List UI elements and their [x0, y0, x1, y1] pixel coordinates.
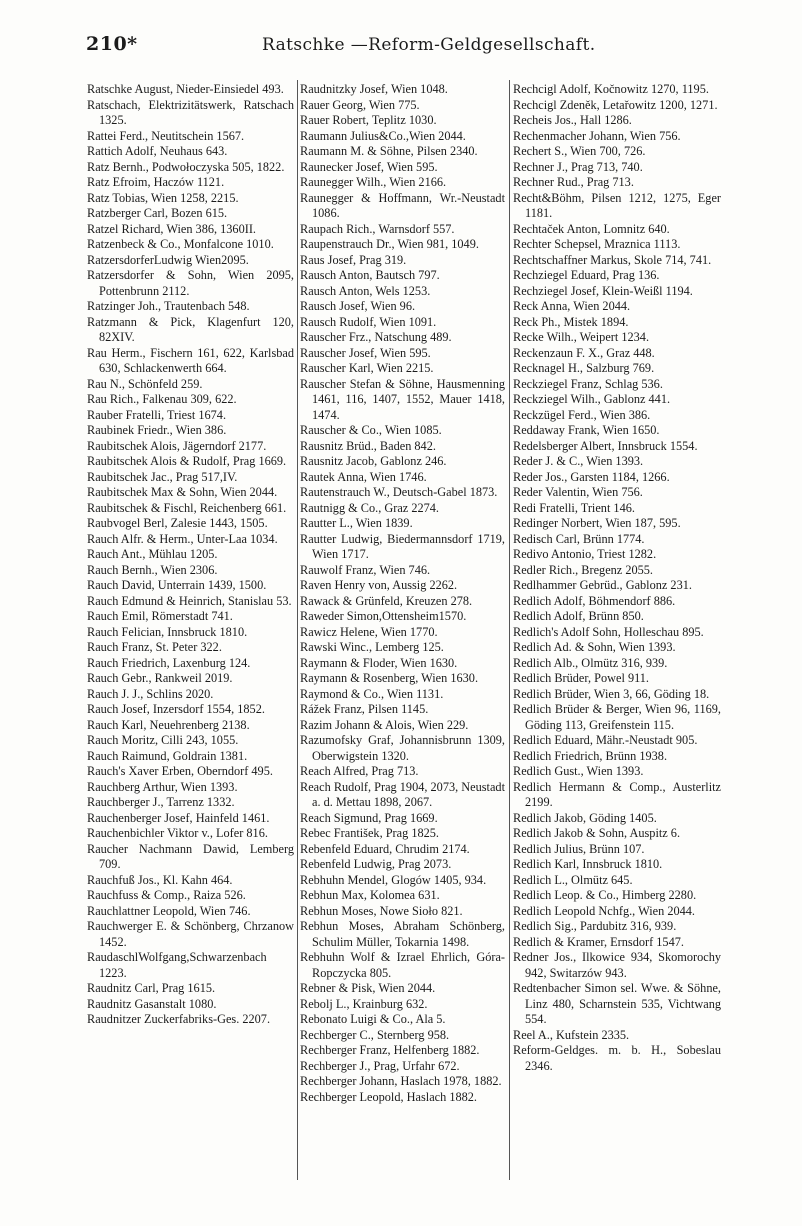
directory-entry: Rauch Raimund, Goldrain 1381.	[87, 748, 248, 763]
directory-entry: Rausch Rudolf, Wien 1091.	[300, 314, 437, 329]
directory-entry: Raudnitz Carl, Prag 1615.	[87, 981, 216, 995]
directory-entry: Rechberger Franz, Helfenberg 1882.	[300, 1043, 480, 1057]
directory-entry: Raubitschek Alois & Rudolf, Prag 1669.	[87, 454, 287, 468]
directory-entry: Redlich Ad. & Sohn, Wien 1393.	[513, 640, 676, 654]
directory-entry: Rauch David, Unterrain 1439, 1500.	[87, 578, 267, 592]
directory-entry: Rechert S., Wien 700, 726.	[513, 144, 646, 158]
directory-entry: Redlich & Kramer, Ernsdorf 1547.	[513, 934, 684, 949]
directory-entry: Ratz Bernh., Podwołoczyska 505, 1822.	[87, 159, 285, 174]
directory-entry: Rauchlattner Leopold, Wien 746.	[87, 903, 251, 918]
directory-entry: Raymann & Floder, Wien 1630.	[300, 655, 458, 670]
directory-entry: Rechcigl Adolf, Kočnowitz 1270, 1195.	[513, 82, 709, 96]
directory-entry: Redlich Gust., Wien 1393.	[513, 764, 644, 778]
directory-entry: Rattich Adolf, Neuhaus 643.	[87, 144, 228, 158]
column-middle	[300, 82, 505, 1105]
directory-entry: Reform-Geldges. m. b. H., Sobeslau 2346.	[513, 1043, 721, 1073]
directory-entry: Rebolj L., Krainburg 632.	[300, 996, 428, 1011]
directory-entry: Rechberger Leopold, Haslach 1882.	[300, 1089, 477, 1104]
page-title: Ratschke —Reform-Geldgesellschaft.	[262, 35, 596, 55]
column-left	[87, 82, 294, 1028]
directory-entry: Raubitschek Alois, Jägerndorf 2177.	[87, 438, 267, 453]
directory-entry: Rebenfeld Eduard, Chrudim 2174.	[300, 841, 470, 856]
directory-entry: Ratz Tobias, Wien 1258, 2215.	[87, 190, 239, 205]
directory-entry: Rechter Schepsel, Mraznica 1113.	[513, 237, 681, 251]
directory-entry: Reel A., Kufstein 2335.	[513, 1027, 630, 1042]
directory-entry: Raudnitzky Josef, Wien 1048.	[300, 82, 448, 96]
directory-entry: Rauchenbichler Viktor v., Lofer 816.	[87, 826, 268, 840]
directory-entry: Rebhun Moses, Nowe Sioło 821.	[300, 903, 463, 918]
directory-entry: Rauch Alfr. & Herm., Unter-Laa 1034.	[87, 531, 278, 546]
directory-entry: Rauch Bernh., Wien 2306.	[87, 562, 218, 577]
directory-entry: Redlich Brüder & Berger, Wien 96, 1169, Göding 113, Greifenstein 115.	[513, 702, 721, 732]
directory-entry: Reddaway Frank, Wien 1650.	[513, 423, 660, 437]
directory-entry: Rebec František, Prag 1825.	[300, 826, 439, 840]
directory-entry: Rausnitz Brüd., Baden 842.	[300, 438, 436, 453]
directory-entry: Rauch Emil, Römerstadt 741.	[87, 609, 233, 623]
directory-entry: Rausnitz Jacob, Gablonz 246.	[300, 454, 447, 468]
directory-entry: Ratzmann & Pick, Klagenfurt 120, 82XIV.	[87, 314, 294, 344]
directory-entry: Raupach Rich., Warnsdorf 557.	[300, 221, 455, 236]
directory-entry: Rautter L., Wien 1839.	[300, 516, 413, 530]
directory-entry: Raumann Julius&Co.,Wien 2044.	[300, 128, 466, 143]
directory-entry: Raunegger & Hoffmann, Wr.-Neustadt 1086.	[300, 190, 505, 220]
directory-entry: Raumann M. & Söhne, Pilsen 2340.	[300, 144, 478, 158]
directory-entry: Rauchenberger Josef, Hainfeld 1461.	[87, 810, 270, 825]
directory-entry: Rebhun Moses, Abraham Schönberg, Schulim Müller, Tokarnia 1498.	[300, 919, 505, 949]
directory-entry: Rauch Gebr., Rankweil 2019.	[87, 671, 233, 685]
directory-entry: Reckziegel Wilh., Gablonz 441.	[513, 392, 671, 406]
column-divider	[297, 80, 298, 1180]
directory-entry: Reder Valentin, Wien 756.	[513, 485, 643, 499]
directory-entry: Redlich Karl, Innsbruck 1810.	[513, 857, 663, 871]
directory-entry: Raubitschek Jac., Prag 517,IV.	[87, 469, 238, 484]
directory-entry: Redlich Friedrich, Brünn 1938.	[513, 748, 668, 763]
directory-entry: Raubitschek & Fischl, Reichenberg 661.	[87, 500, 287, 515]
directory-entry: Rauer Georg, Wien 775.	[300, 97, 420, 112]
directory-entry: Ratzenbeck & Co., Monfalcone 1010.	[87, 237, 274, 251]
directory-entry: Rawski Winc., Lemberg 125.	[300, 640, 444, 654]
directory-entry: Redlich Alb., Olmütz 316, 939.	[513, 655, 668, 670]
directory-entry: Redlich Jakob, Göding 1405.	[513, 810, 657, 825]
directory-entry: Redelsberger Albert, Innsbruck 1554.	[513, 438, 698, 453]
directory-entry: Redlich Brüder, Wien 3, 66, Göding 18.	[513, 686, 710, 701]
directory-entry: Reckenzaun F. X., Graz 448.	[513, 345, 655, 360]
directory-entry: Rechziegel Eduard, Prag 136.	[513, 268, 660, 282]
directory-entry: Rebenfeld Ludwig, Prag 2073.	[300, 857, 452, 871]
directory-entry: Rautter Ludwig, Biedermannsdorf 1719, Wien 1717.	[300, 531, 505, 561]
directory-entry: Rautnigg & Co., Graz 2274.	[300, 500, 440, 515]
directory-entry: Rauchwerger E. & Schönberg, Chrzanow 1452.	[87, 919, 294, 949]
directory-entry: Reach Rudolf, Prag 1904, 2073, Neustadt a. d. Mettau 1898, 2067.	[300, 779, 505, 809]
directory-entry: Recknagel H., Salzburg 769.	[513, 361, 655, 375]
directory-entry: Rauwolf Franz, Wien 746.	[300, 562, 431, 577]
directory-entry: Rauscher & Co., Wien 1085.	[300, 423, 442, 437]
directory-entry: RaudaschlWolfgang,Schwarzenbach 1223.	[87, 950, 267, 980]
directory-entry: Redlich's Adolf Sohn, Holleschau 895.	[513, 624, 704, 639]
directory-entry: Rauchberger J., Tarrenz 1332.	[87, 795, 235, 809]
directory-entry: Reach Alfred, Prag 713.	[300, 764, 419, 778]
directory-entry: Ratzberger Carl, Bozen 615.	[87, 206, 228, 220]
directory-entry: Rausch Anton, Bautsch 797.	[300, 268, 440, 282]
directory-entry: Rebhun Max, Kolomea 631.	[300, 888, 440, 902]
directory-entry: Rauch Edmund & Heinrich, Stanislau 53.	[87, 593, 292, 608]
directory-entry: Redlich Sig., Pardubitz 316, 939.	[513, 919, 677, 933]
directory-entry: Recke Wilh., Weipert 1234.	[513, 330, 650, 344]
directory-entry: Rau N., Schönfeld 259.	[87, 376, 203, 391]
directory-entry: Redlich Eduard, Mähr.-Neustadt 905.	[513, 733, 698, 747]
directory-entry: Redivo Antonio, Triest 1282.	[513, 547, 657, 561]
directory-entry: Rebonato Luigi & Co., Ala 5.	[300, 1012, 446, 1026]
directory-entry: Rechenmacher Johann, Wien 756.	[513, 128, 681, 143]
directory-entry: Reach Sigmund, Prag 1669.	[300, 810, 438, 825]
directory-entry: Recheis Jos., Hall 1286.	[513, 113, 632, 127]
directory-entry: Raubvogel Berl, Zalesie 1443, 1505.	[87, 516, 268, 530]
directory-entry: Redinger Norbert, Wien 187, 595.	[513, 516, 681, 530]
directory-entry: Rauch J. J., Schlins 2020.	[87, 686, 214, 701]
directory-entry: Reckzügel Ferd., Wien 386.	[513, 407, 651, 422]
directory-entry: Rautenstrauch W., Deutsch-Gabel 1873.	[300, 485, 498, 499]
directory-entry: Recht&Böhm, Pilsen 1212, 1275, Eger 1181.	[513, 190, 721, 220]
directory-entry: Rauscher Stefan & Söhne, Hausmenning 1461, 116, 1407, 1552, Mauer 1418, 1474.	[300, 376, 505, 422]
directory-entry: Raucher Nachmann Dawid, Lemberg 709.	[87, 841, 294, 871]
directory-entry: Rauscher Josef, Wien 595.	[300, 345, 431, 360]
directory-entry: Raymann & Rosenberg, Wien 1630.	[300, 671, 479, 685]
directory-entry: Redner Jos., Ilkowice 934, Skomorochy 942, Switarzów 943.	[513, 950, 721, 980]
directory-entry: Raubinek Friedr., Wien 386.	[87, 423, 227, 437]
directory-entry: Rechner Rud., Prag 713.	[513, 175, 634, 189]
directory-entry: Rauscher Karl, Wien 2215.	[300, 361, 434, 375]
directory-entry: Raubitschek Max & Sohn, Wien 2044.	[87, 485, 278, 499]
directory-entry: Reck Anna, Wien 2044.	[513, 299, 631, 313]
directory-entry: Redisch Carl, Brünn 1774.	[513, 531, 645, 546]
directory-entry: Ratzinger Joh., Trautenbach 548.	[87, 299, 250, 313]
directory-entry: Rauch Felician, Innsbruck 1810.	[87, 624, 248, 639]
directory-entry: Rauber Fratelli, Triest 1674.	[87, 407, 227, 422]
directory-entry: Redler Rich., Bregenz 2055.	[513, 562, 654, 577]
directory-entry: Redlich Leop. & Co., Himberg 2280.	[513, 888, 697, 902]
directory-entry: Ratschke August, Nieder-Einsiedel 493.	[87, 82, 284, 96]
directory-entry: Rebner & Pisk, Wien 2044.	[300, 981, 436, 995]
directory-entry: Rauch Franz, St. Peter 322.	[87, 640, 222, 654]
directory-entry: Razim Johann & Alois, Wien 229.	[300, 717, 469, 732]
directory-entry: Raupenstrauch Dr., Wien 981, 1049.	[300, 237, 479, 251]
directory-entry: Rechziegel Josef, Klein-Weißl 1194.	[513, 283, 693, 298]
directory-entry: Redlich Julius, Brünn 107.	[513, 841, 645, 856]
directory-entry: Rau Rich., Falkenau 309, 622.	[87, 392, 237, 406]
directory-entry: Raus Josef, Prag 319.	[300, 252, 407, 267]
directory-entry: Ratzersdorfer & Sohn, Wien 2095, Pottenbrunn 2112.	[87, 268, 294, 298]
directory-entry: Reck Ph., Mistek 1894.	[513, 314, 629, 329]
directory-entry: Rau Herm., Fischern 161, 622, Karlsbad 630, Schlackenwerth 664.	[87, 345, 294, 375]
directory-entry: Redtenbacher Simon sel. Wwe. & Söhne, Linz 480, Scharnstein 535, Vichtwang 554.	[513, 981, 721, 1026]
column-divider	[509, 80, 510, 1180]
directory-entry: Redlich L., Olmütz 645.	[513, 872, 633, 887]
directory-entry: Rechcigl Zdeněk, Letařowitz 1200, 1271.	[513, 97, 718, 112]
directory-entry: Reder J. & C., Wien 1393.	[513, 454, 644, 468]
directory-entry: Rechner J., Prag 713, 740.	[513, 159, 643, 174]
directory-entry: Rechberger Johann, Haslach 1978, 1882.	[300, 1074, 502, 1088]
directory-entry: Ratschach, Elektrizitätswerk, Ratschach 1325.	[87, 97, 294, 127]
directory-entry: Rážek Franz, Pilsen 1145.	[300, 702, 429, 716]
directory-entry: Raunecker Josef, Wien 595.	[300, 159, 438, 174]
directory-entry: Raweder Simon,Ottensheim1570.	[300, 609, 467, 623]
directory-entry: Rechtaček Anton, Lomnitz 640.	[513, 221, 670, 236]
directory-entry: Rechberger J., Prag, Urfahr 672.	[300, 1058, 460, 1073]
directory-entry: Reder Jos., Garsten 1184, 1266.	[513, 469, 670, 484]
directory-entry: Redlich Leopold Nchfg., Wien 2044.	[513, 903, 695, 918]
directory-entry: Redlich Adolf, Brünn 850.	[513, 609, 644, 623]
directory-entry: Razumofsky Graf, Johannisbrunn 1309, Oberwigstein 1320.	[300, 733, 505, 763]
directory-entry: Rechberger C., Sternberg 958.	[300, 1027, 450, 1042]
directory-entry: Rautek Anna, Wien 1746.	[300, 469, 427, 484]
directory-entry: Rauch Ant., Mühlau 1205.	[87, 547, 218, 561]
directory-entry: Redlich Brüder, Powel 911.	[513, 671, 650, 685]
directory-entry: Rauchberg Arthur, Wien 1393.	[87, 779, 238, 794]
directory-entry: Redlhammer Gebrüd., Gablonz 231.	[513, 578, 692, 592]
directory-entry: Rauch Karl, Neuehrenberg 2138.	[87, 717, 250, 732]
directory-entry: Redlich Hermann & Comp., Austerlitz 2199.	[513, 779, 721, 809]
directory-entry: Rauchfuss & Comp., Raiza 526.	[87, 888, 246, 902]
directory-entry: Rausch Josef, Wien 96.	[300, 299, 416, 313]
directory-entry: Raymond & Co., Wien 1131.	[300, 686, 444, 701]
directory-entry: Rauch's Xaver Erben, Oberndorf 495.	[87, 764, 273, 778]
directory-entry: Raven Henry von, Aussig 2262.	[300, 578, 458, 592]
directory-entry: Redlich Adolf, Böhmendorf 886.	[513, 593, 676, 608]
directory-entry: Ratz Efroim, Haczów 1121.	[87, 175, 225, 189]
directory-entry: Rausch Anton, Wels 1253.	[300, 283, 431, 298]
directory-entry: Rattei Ferd., Neutitschein 1567.	[87, 128, 245, 143]
directory-entry: Rechtschaffner Markus, Skole 714, 741.	[513, 252, 712, 267]
page-number: 210*	[86, 33, 138, 55]
directory-entry: Rebhuhn Wolf & Izrael Ehrlich, Góra-Ropczycka 805.	[300, 950, 505, 980]
directory-entry: Raunegger Wilh., Wien 2166.	[300, 175, 447, 189]
directory-entry: Rawack & Grünfeld, Kreuzen 278.	[300, 593, 473, 608]
directory-entry: Redi Fratelli, Trient 146.	[513, 500, 635, 515]
directory-entry: Rauch Moritz, Cilli 243, 1055.	[87, 733, 239, 747]
directory-entry: Rauscher Frz., Natschung 489.	[300, 330, 452, 344]
directory-entry: Ratzel Richard, Wien 386, 1360II.	[87, 221, 256, 236]
column-right	[513, 82, 721, 1074]
directory-entry: RatzersdorferLudwig Wien2095.	[87, 252, 249, 267]
directory-entry: Rebhuhn Mendel, Glogów 1405, 934.	[300, 872, 487, 887]
directory-entry: Reckziegel Franz, Schlag 536.	[513, 376, 663, 391]
directory-entry: Rauchfuß Jos., Kl. Kahn 464.	[87, 872, 233, 887]
directory-entry: Rawicz Helene, Wien 1770.	[300, 624, 438, 639]
directory-entry: Redlich Jakob & Sohn, Auspitz 6.	[513, 826, 681, 840]
directory-entry: Raudnitzer Zuckerfabriks-Ges. 2207.	[87, 1012, 271, 1026]
directory-entry: Rauer Robert, Teplitz 1030.	[300, 113, 437, 127]
directory-entry: Rauch Josef, Inzersdorf 1554, 1852.	[87, 702, 265, 716]
page-header	[0, 33, 802, 69]
directory-entry: Rauch Friedrich, Laxenburg 124.	[87, 655, 251, 670]
directory-entry: Raudnitz Gasanstalt 1080.	[87, 996, 217, 1011]
